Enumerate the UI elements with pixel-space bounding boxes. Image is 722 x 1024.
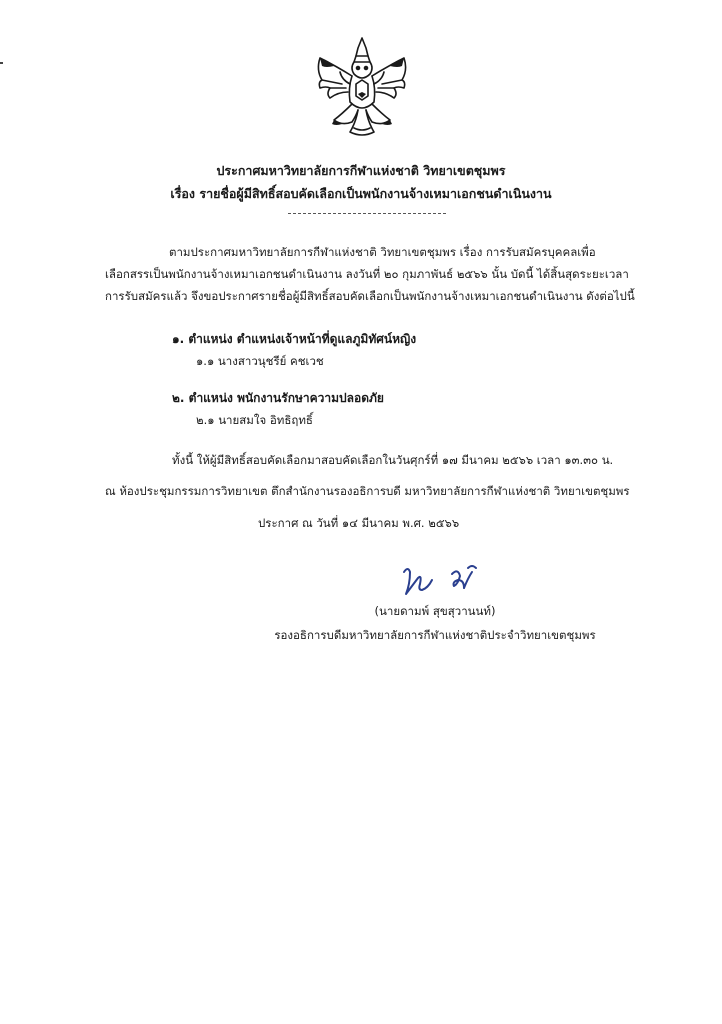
candidate-name: ๑.๑ นางสาวนุชรีย์ คชเวช bbox=[196, 354, 324, 368]
announcement-date: ประกาศ ณ วันที่ ๑๔ มีนาคม พ.ศ. ๒๕๖๖ bbox=[258, 516, 460, 530]
handwritten-signature bbox=[398, 560, 498, 606]
signatory-title: รองอธิการบดีมหาวิทยาลัยการกีฬาแห่งชาติประจำวิทยาเขตชุมพร bbox=[274, 628, 596, 642]
body-line: เลือกสรรเป็นพนักงานจ้างเหมาเอกชนดำเนินงาน ลงวันที่ ๒๐ กุมภาพันธ์ ๒๕๖๖ นั้น บัดนี้ ได้สิ้นสุดระยะเวลา bbox=[105, 267, 629, 281]
garuda-emblem-icon bbox=[312, 36, 412, 140]
announcement-body bbox=[105, 241, 635, 307]
body-line: ตามประกาศมหาวิทยาลัยการกีฬาแห่งชาติ วิทยาเขตชุมพร เรื่อง การรับสมัครบุคคลเพื่อ bbox=[169, 245, 596, 259]
position-heading: ๒. ตำแหน่ง พนักงานรักษาความปลอดภัย bbox=[172, 391, 384, 405]
signatory-name: (นายดามพ์ สุขสุวานนท์) bbox=[374, 604, 496, 618]
exam-location: ณ ห้องประชุมกรรมการวิทยาเขต ตึกสำนักงานรองอธิการบดี มหาวิทยาลัยการกีฬาแห่งชาติ วิทยาเขตชุมพร bbox=[105, 484, 630, 498]
exam-schedule: ทั้งนี้ ให้ผู้มีสิทธิ์สอบคัดเลือกมาสอบคัดเลือกในวันศุกร์ที่ ๑๗ มีนาคม ๒๕๖๖ เวลา ๑๓.๓๐ น. bbox=[172, 453, 614, 467]
margin-mark bbox=[0, 62, 3, 64]
candidate-name: ๒.๑ นายสมใจ อิทธิฤทธิ์ bbox=[196, 413, 313, 427]
title-divider bbox=[288, 213, 446, 214]
body-line: การรับสมัครแล้ว จึงขอประกาศรายชื่อผู้มีสิทธิ์สอบคัดเลือกเป็นพนักงานจ้างเหมาเอกชนดำเนินงาน ดังต่อไปนี้ bbox=[105, 289, 635, 303]
position-heading: ๑. ตำแหน่ง ตำแหน่งเจ้าหน้าที่ดูแลภูมิทัศน์หญิง bbox=[172, 332, 417, 346]
announcement-subject: เรื่อง รายชื่อผู้มีสิทธิ์สอบคัดเลือกเป็นพนักงานจ้างเหมาเอกชนดำเนินงาน bbox=[170, 186, 552, 201]
announcement-title: ประกาศมหาวิทยาลัยการกีฬาแห่งชาติ วิทยาเขตชุมพร bbox=[216, 163, 506, 178]
